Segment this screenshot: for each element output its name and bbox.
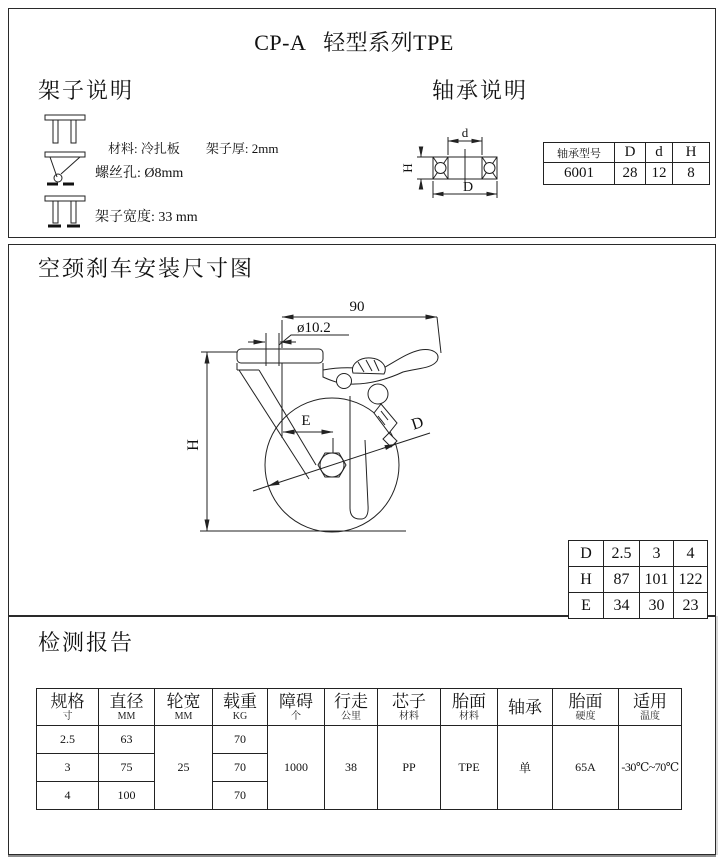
dim-offset-label: E [301, 413, 311, 429]
size-table-cell: 87 [604, 567, 640, 593]
header-main: 轴承 [508, 697, 542, 717]
bearing-H-value: 8 [673, 163, 710, 185]
report-header-tread-material [441, 689, 498, 726]
load-cell: 70 [213, 726, 268, 754]
bearing-model-value: 6001 [544, 163, 615, 185]
temperature-cell: -30℃~70℃ [619, 726, 682, 810]
header-main: 芯子 [392, 692, 426, 711]
spec-size-cell: 4 [37, 782, 99, 810]
spec-size-cell: 3 [37, 754, 99, 782]
tread-material-cell: TPE [441, 726, 498, 810]
dim-height-label: H [185, 439, 202, 451]
header-sub: MM [174, 711, 193, 722]
header-main: 轮宽 [166, 692, 201, 711]
bearing-type-cell: 单 [498, 726, 553, 810]
size-dimension-table [568, 540, 708, 619]
bearing-section-heading: 轴承说明 [432, 78, 529, 103]
report-header-load [213, 689, 268, 726]
bearing-table-header-d: d [646, 143, 673, 163]
page-title: CP-A 轻型系列TPE [254, 30, 454, 55]
header-main: 行走 [334, 692, 368, 711]
dim-diameter-label: D [409, 413, 426, 434]
bearing-cross-section-diagram [398, 118, 516, 218]
header-sub: 温度 [640, 711, 660, 722]
test-report-table [36, 688, 682, 810]
report-header-obstacle [268, 689, 325, 726]
size-table-row-label: D [569, 541, 604, 567]
header-sub: 材料 [459, 711, 479, 722]
size-table-cell: 3 [640, 541, 674, 567]
report-header-wheel-width [155, 689, 213, 726]
header-main: 胎面 [452, 692, 486, 711]
bearing-table-header-D: D [615, 143, 646, 163]
bearing-spec-table [543, 142, 710, 185]
bearing-table-header-H: H [673, 143, 710, 163]
drawing-section-heading: 空颈刹车安装尺寸图 [38, 256, 255, 281]
bearing-d-value: 12 [646, 163, 673, 185]
header-main: 适用 [633, 692, 667, 711]
screw-hole-bracket-icon [44, 150, 86, 188]
size-table-cell: 122 [674, 567, 708, 593]
diameter-cell: 75 [99, 754, 155, 782]
report-header-hardness [553, 689, 619, 726]
size-table-cell: 34 [604, 593, 640, 619]
size-table-cell: 101 [640, 567, 674, 593]
report-header-bearing [498, 689, 553, 726]
top-plate [237, 349, 323, 363]
size-table-cell: 2.5 [604, 541, 640, 567]
report-header-distance [325, 689, 378, 726]
report-section-heading: 检测报告 [38, 630, 135, 655]
bearing-table-header-model: 轴承型号 [544, 143, 615, 163]
size-table-cell: 30 [640, 593, 674, 619]
bearing-dim-h-label: H [400, 163, 415, 173]
header-sub: 公里 [341, 711, 361, 722]
header-main: 胎面 [568, 692, 603, 711]
header-sub: MM [117, 711, 136, 722]
header-main: 障碍 [279, 692, 313, 711]
frame-material-text: 材料: 冷扎板 [108, 141, 180, 156]
dim-hole-label: ø10.2 [297, 320, 331, 336]
frame-thickness-text: 架子厚: 2mm [205, 141, 279, 156]
screw-hole-label: 螺丝孔: Ø8mm [95, 166, 184, 181]
header-sub: 寸 [62, 711, 73, 722]
dim-width-label: 90 [349, 299, 365, 315]
bearing-D-value: 28 [615, 163, 646, 185]
header-sub: KG [232, 711, 248, 722]
report-header-spec [37, 689, 99, 726]
bearing-dim-D-label: D [462, 180, 474, 195]
diameter-cell: 100 [99, 782, 155, 810]
spec-size-cell: 2.5 [37, 726, 99, 754]
load-cell: 70 [213, 754, 268, 782]
size-table-row-label: H [569, 567, 604, 593]
table-row [37, 726, 682, 754]
size-table-row-label: E [569, 593, 604, 619]
bracket-width-icon [44, 194, 86, 230]
header-main: 载重 [223, 692, 257, 711]
report-header-core [378, 689, 441, 726]
size-table-cell: 23 [674, 593, 708, 619]
frame-section-heading: 架子说明 [38, 78, 135, 103]
header-main: 直径 [109, 692, 144, 711]
load-cell: 70 [213, 782, 268, 810]
core-material-cell: PP [378, 726, 441, 810]
report-header-diameter [99, 689, 155, 726]
header-sub: 个 [291, 711, 301, 722]
header-sub: 硬度 [575, 711, 596, 722]
header-sub: 材料 [399, 711, 419, 722]
bearing-dim-d-label: d [461, 125, 469, 140]
diameter-cell: 63 [99, 726, 155, 754]
frame-width-label: 架子宽度: 33 mm [95, 210, 198, 225]
size-table-cell: 4 [674, 541, 708, 567]
distance-cell: 38 [325, 726, 378, 810]
header-main: 规格 [50, 692, 85, 711]
wheel-width-cell: 25 [155, 726, 213, 810]
report-header-temperature [619, 689, 682, 726]
bracket-cross-section-icon [44, 112, 86, 146]
obstacle-cell: 1000 [268, 726, 325, 810]
caster-dimension-drawing [165, 292, 510, 564]
hardness-cell: 65A [553, 726, 619, 810]
